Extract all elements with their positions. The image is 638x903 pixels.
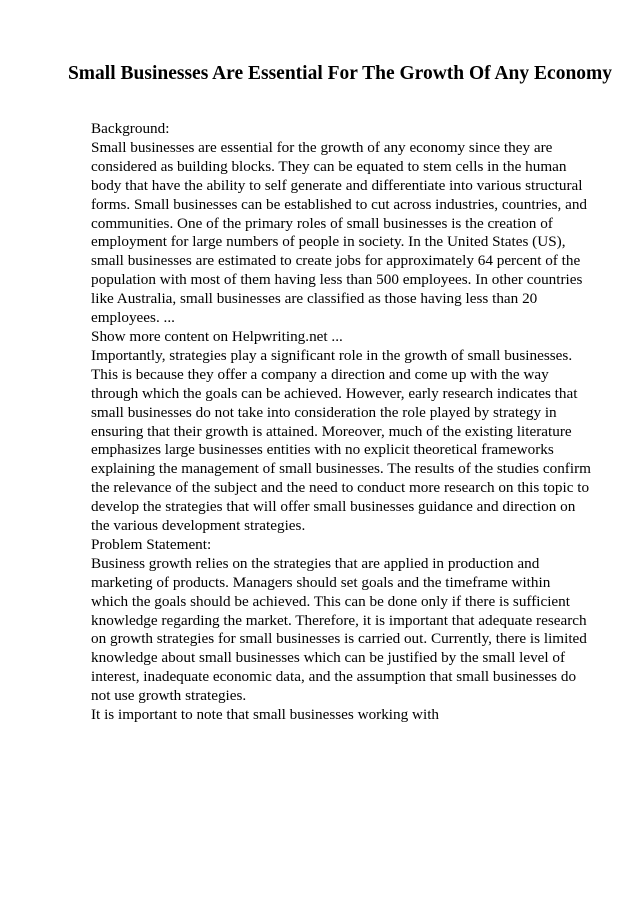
section-heading-problem-statement: Problem Statement: [91,535,212,553]
paragraph: Small businesses are essential for the growth of any economy since they are considered as building blocks. They can be equated to stem cells in the human body that have the ability to self generate and differentiate into various structural forms. Small businesses can be established to cut across industries, countries, and communities. One of the primary roles of small businesses is the creation of employment for large numbers of people in society. In the United States (US), small businesses are estimated to create jobs for approximately 64 percent of the population with most of them having less than 500 employees. In other countries like Australia, small businesses are classified as those having less than 20 employees. ... [91,138,588,327]
paragraph: It is important to note that small businesses working with [91,706,440,724]
document-body [91,120,591,725]
show-more-link[interactable]: Show more content on Helpwriting.net ... [91,327,343,345]
document-title: Small Businesses Are Essential For The Growth Of Any Economy [67,63,613,84]
paragraph: Importantly, strategies play a significant role in the growth of small businesses. This is because they offer a company a direction and come up with the way through which the goals can be achieved. However, early research indicates that small businesses do not take into consideration the role played by strategy in ensuring that their growth is attained. Moreover, much of the existing literature emphasizes large businesses entities with no explicit theoretical frameworks explaining the management of small businesses. The results of the studies confirm the relevance of the subject and the need to conduct more research on this topic to develop the strategies that will offer small businesses guidance and direction on the various development strategies. [91,346,591,535]
paragraph: Business growth relies on the strategies that are applied in production and marketing of products. Managers should set goals and the timeframe within which the goals should be achieved. This can be done only if there is sufficient knowledge regarding the market. Therefore, it is important that adequate research on growth strategies for small businesses is carried out. Currently, there is limited knowledge about small businesses which can be justified by the small level of interest, inadequate economic data, and the assumption that small businesses do not use growth strategies. [91,554,587,705]
section-heading-background: Background: [91,120,170,137]
